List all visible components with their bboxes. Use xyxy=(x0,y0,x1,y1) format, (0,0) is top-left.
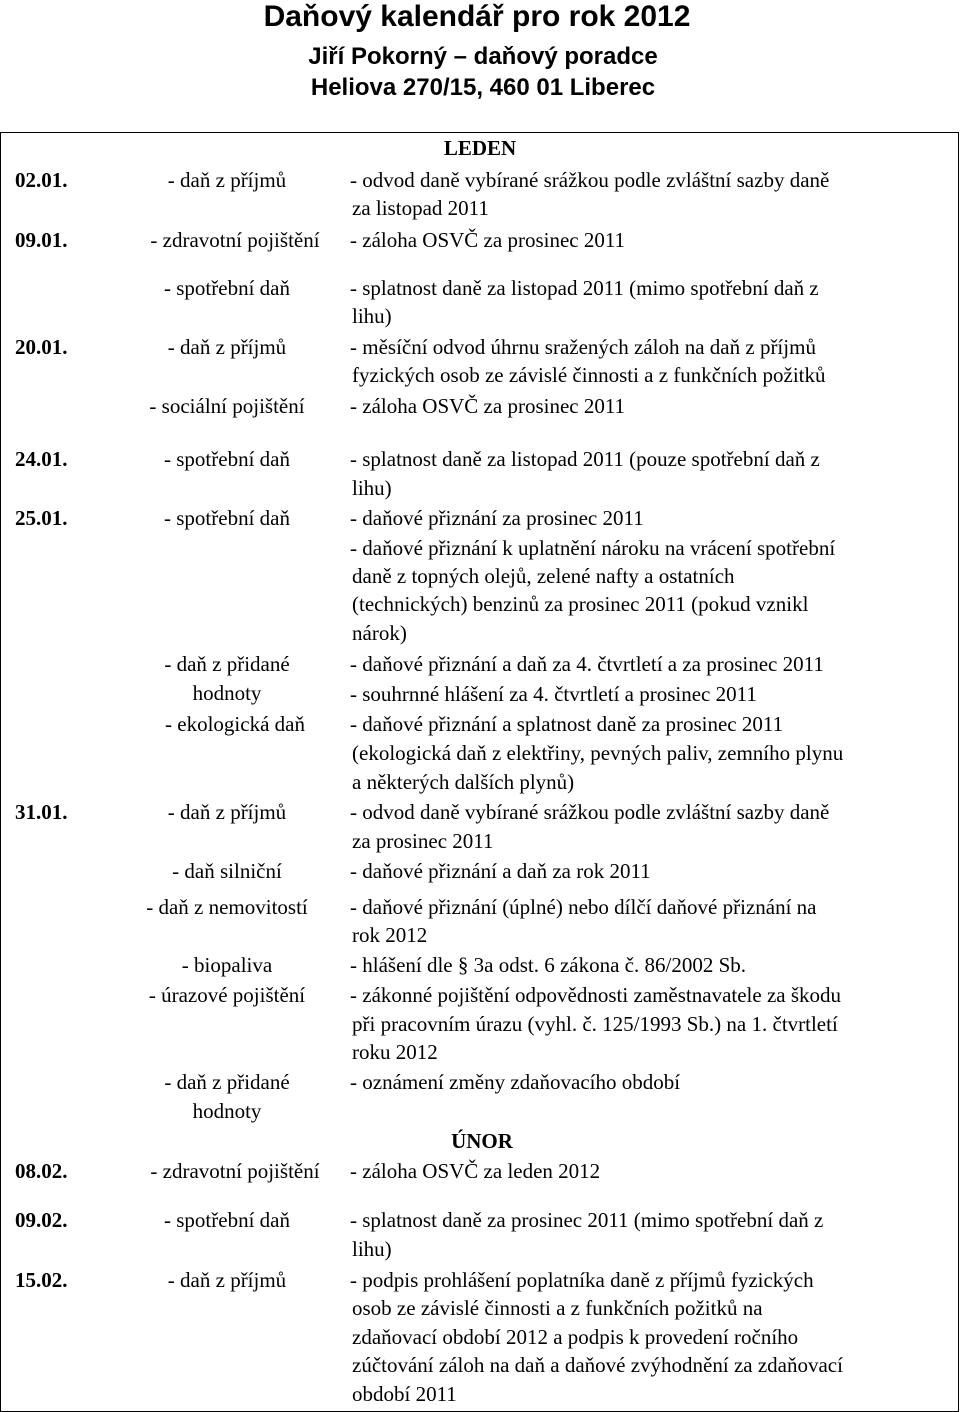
row-tax: - spotřební daň xyxy=(164,276,290,300)
row-desc-line: - hlášení dle § 3a odst. 6 zákona č. 86/2002 Sb. xyxy=(350,953,747,977)
row-tax: - biopaliva xyxy=(181,953,273,977)
row-desc-line: - podpis prohlášení poplatníka daně z příjmů fyzických xyxy=(350,1268,814,1292)
address: Heliova 270/15, 460 01 Liberec xyxy=(310,74,656,101)
row-desc-line: (technických) benzinů za prosinec 2011 (pokud vznikl xyxy=(352,592,809,616)
row-desc-line: roku 2012 xyxy=(352,1040,438,1064)
row-date: 02.01. xyxy=(15,168,68,192)
author: Jiří Pokorný – daňový poradce xyxy=(308,43,658,70)
row-desc-line: lihu) xyxy=(352,476,392,500)
row-desc-line: (ekologická daň z elektřiny, pevných paliv, zemního plynu xyxy=(352,741,844,765)
row-tax: - úrazové pojištění xyxy=(148,983,306,1007)
row-tax: - daň z nemovitostí xyxy=(146,895,308,919)
row-desc-line: - měsíční odvod úhrnu sražených záloh na daň z příjmů xyxy=(350,335,816,359)
row-desc-line: - daňové přiznání a daň za 4. čtvrtletí a za prosinec 2011 xyxy=(350,652,824,676)
row-tax: - zdravotní pojištění xyxy=(150,1159,320,1183)
row-desc-line: - odvod daně vybírané srážkou podle zvláštní sazby daně xyxy=(350,800,830,824)
row-tax: - spotřební daň xyxy=(164,1208,290,1232)
row-desc-line: lihu) xyxy=(352,304,392,328)
row-desc-line: daně z topných olejů, zelené nafty a ostatních xyxy=(352,564,735,588)
row-desc-line: - souhrnné hlášení za 4. čtvrtletí a prosinec 2011 xyxy=(350,682,757,706)
row-desc-line: - splatnost daně za prosinec 2011 (mimo spotřební daň z xyxy=(350,1208,824,1232)
row-desc-line: lihu) xyxy=(352,1237,392,1261)
row-tax: - spotřební daň xyxy=(164,506,290,530)
row-tax: - daň z příjmů xyxy=(167,335,287,359)
row-tax: - daň z příjmů xyxy=(167,800,287,824)
row-desc-line: za listopad 2011 xyxy=(352,196,489,220)
row-desc-line: - splatnost daně za listopad 2011 (pouze spotřební daň z xyxy=(350,447,820,471)
row-desc-line: - daňové přiznání za prosinec 2011 xyxy=(350,506,644,530)
row-desc-line: zdaňovací období 2012 a podpis k provedení ročního xyxy=(352,1325,799,1349)
row-desc-line: zúčtování záloh na daň a daňové zvýhodnění za zdaňovací xyxy=(352,1353,843,1377)
row-date: 24.01. xyxy=(15,447,68,471)
row-tax: - daň z přidané xyxy=(164,652,290,676)
row-desc-line: při pracovním úrazu (vyhl. č. 125/1993 Sb.) na 1. čtvrtletí xyxy=(352,1012,838,1036)
row-tax: - daň z příjmů xyxy=(167,1268,287,1292)
row-date: 08.02. xyxy=(15,1159,68,1183)
row-desc-line: - daňové přiznání (úplné) nebo dílčí daňové přiznání na xyxy=(350,895,817,919)
row-date: 09.01. xyxy=(15,228,68,252)
row-tax: hodnoty xyxy=(192,681,262,705)
row-desc-line: - daňové přiznání a splatnost daně za prosinec 2011 xyxy=(350,712,784,736)
row-tax: - zdravotní pojištění xyxy=(150,228,320,252)
row-tax: hodnoty xyxy=(192,1099,262,1123)
row-date: 15.02. xyxy=(15,1268,68,1292)
row-desc-line: za prosinec 2011 xyxy=(352,829,494,853)
row-desc-line: - daňové přiznání a daň za rok 2011 xyxy=(350,859,651,883)
row-tax: - daň z přidané xyxy=(164,1070,290,1094)
row-desc-line: - záloha OSVČ za prosinec 2011 xyxy=(350,394,626,418)
row-desc-line: - odvod daně vybírané srážkou podle zvláštní sazby daně xyxy=(350,168,830,192)
row-desc-line: - záloha OSVČ za prosinec 2011 xyxy=(350,228,626,252)
row-tax: - ekologická daň xyxy=(165,712,305,736)
row-date: 31.01. xyxy=(15,800,68,824)
row-desc-line: - záloha OSVČ za leden 2012 xyxy=(350,1159,601,1183)
row-tax: - sociální pojištění xyxy=(149,394,305,418)
row-tax: - daň z příjmů xyxy=(167,168,287,192)
row-desc-line: osob ze závislé činnosti a z funkčních požitků na xyxy=(352,1296,763,1320)
row-desc-line: nárok) xyxy=(352,621,407,645)
month-heading-february: ÚNOR xyxy=(451,1129,513,1153)
row-desc-line: období 2011 xyxy=(352,1382,457,1406)
row-desc-line: fyzických osob ze závislé činnosti a z funkčních požitků xyxy=(352,363,826,387)
row-date: 09.02. xyxy=(15,1208,68,1232)
row-tax: - spotřební daň xyxy=(164,447,290,471)
row-date: 25.01. xyxy=(15,506,68,530)
row-desc-line: - daňové přiznání k uplatnění nároku na vrácení spotřební xyxy=(350,536,836,560)
row-desc-line: - splatnost daně za listopad 2011 (mimo spotřební daň z xyxy=(350,276,819,300)
row-desc-line: rok 2012 xyxy=(352,923,428,947)
row-desc-line: a některých dalších plynů) xyxy=(352,770,575,794)
page-title: Daňový kalendář pro rok 2012 xyxy=(263,0,691,33)
row-desc-line: - oznámení změny zdaňovacího období xyxy=(350,1070,681,1094)
row-desc-line: - zákonné pojištění odpovědnosti zaměstnavatele za škodu xyxy=(350,983,842,1007)
row-date: 20.01. xyxy=(15,335,68,359)
month-heading-january: LEDEN xyxy=(443,136,517,160)
row-tax: - daň silniční xyxy=(172,859,282,883)
